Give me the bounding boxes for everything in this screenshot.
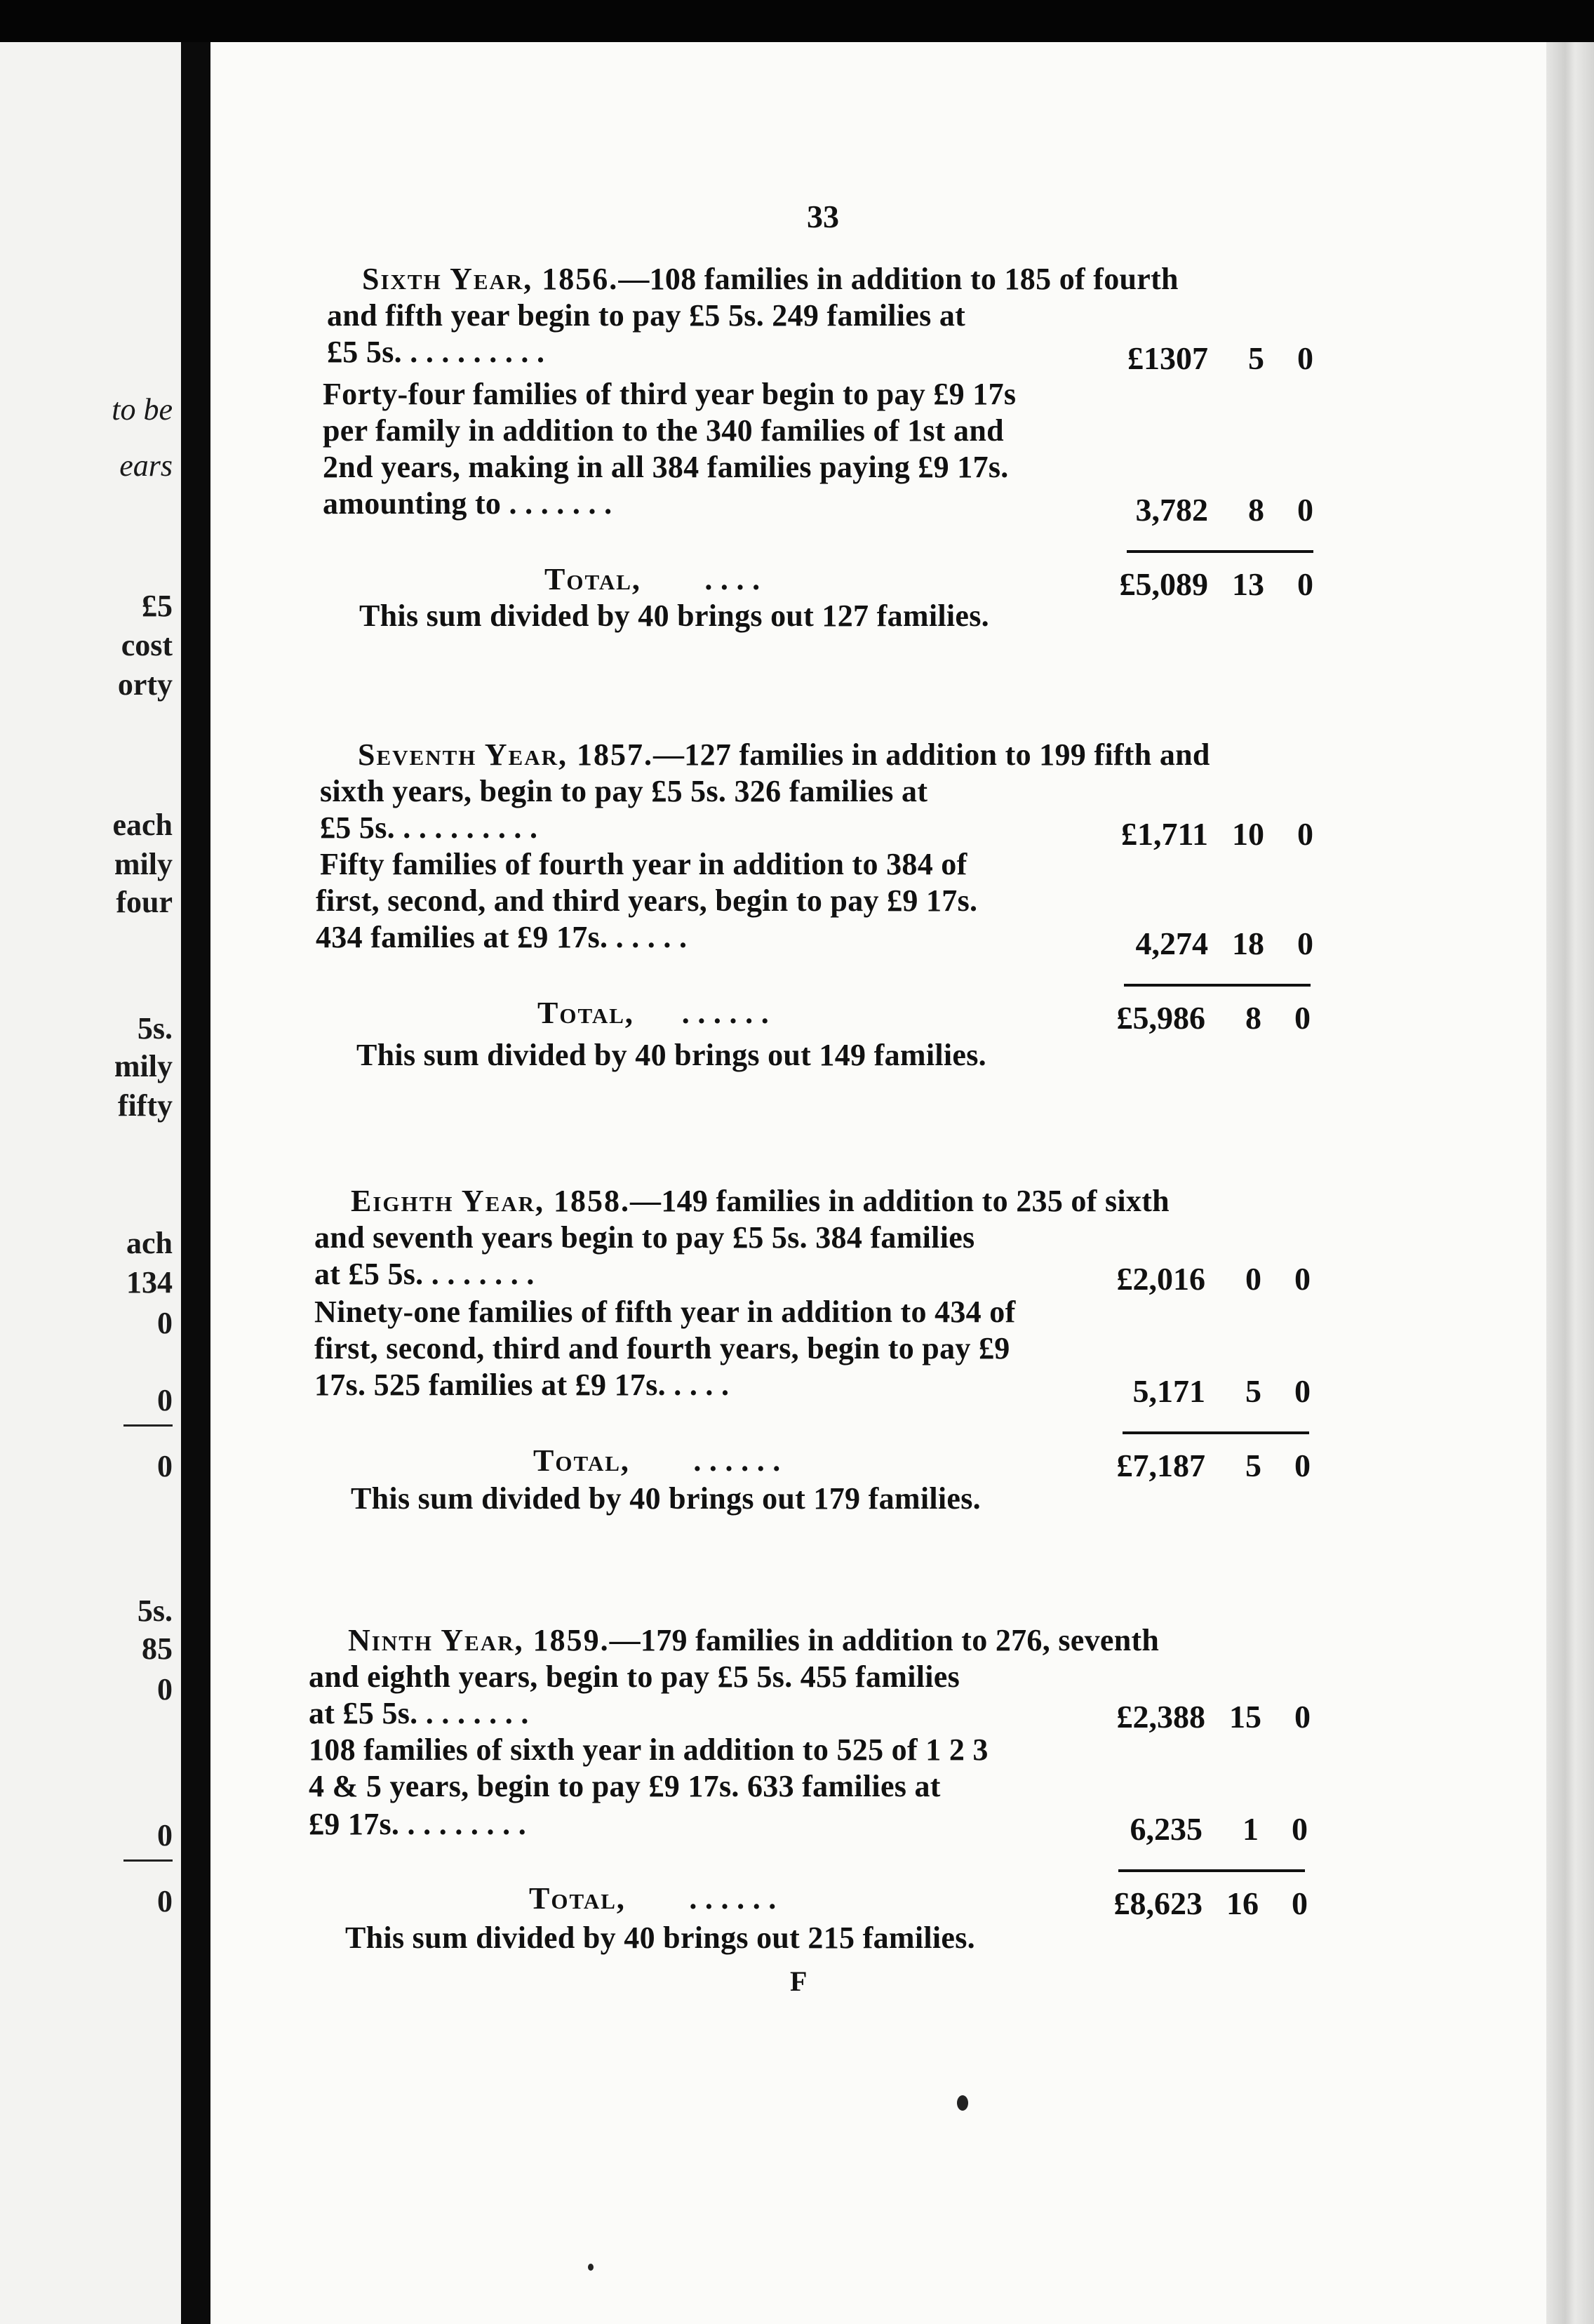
facing-text: cost bbox=[121, 628, 173, 662]
text-line: and eighth years, begin to pay £5 5s. 455 families bbox=[309, 1659, 960, 1694]
amount-row bbox=[1130, 1810, 1308, 1848]
total-amount bbox=[1117, 999, 1311, 1036]
amount-shillings: 1 bbox=[1243, 1811, 1259, 1847]
facing-rule bbox=[123, 1424, 173, 1427]
text-line: —149 families in addition to 235 of sixth bbox=[630, 1184, 1170, 1218]
facing-page-fragment bbox=[0, 42, 181, 2324]
amount-pounds: £8,623 bbox=[1113, 1885, 1203, 1921]
text-line: and seventh years begin to pay £5 5s. 384 families bbox=[314, 1220, 975, 1255]
amount-shillings: 16 bbox=[1226, 1885, 1259, 1921]
facing-text: ach bbox=[126, 1226, 173, 1260]
total-label: Total, bbox=[533, 1443, 630, 1478]
facing-text: 0 bbox=[157, 1884, 173, 1918]
leader-dots: . . . . . . bbox=[689, 1881, 777, 1916]
section-heading: Seventh Year, 1857. bbox=[358, 737, 653, 772]
leader-dots: . . . . . . bbox=[693, 1443, 781, 1478]
total-amount bbox=[1120, 566, 1314, 603]
amount-pounds: £1,711 bbox=[1121, 816, 1208, 852]
facing-text: 0 bbox=[157, 1818, 173, 1852]
sum-rule bbox=[1123, 1431, 1309, 1434]
text-line: per family in addition to the 340 families of 1st and bbox=[323, 413, 1004, 448]
facing-text: 85 bbox=[142, 1631, 173, 1666]
total-line bbox=[529, 1881, 777, 1916]
facing-rule bbox=[123, 1859, 173, 1862]
amount-pounds: £5,089 bbox=[1119, 566, 1208, 602]
amount-pounds: £2,016 bbox=[1116, 1261, 1205, 1297]
amount-pence: 0 bbox=[1292, 1885, 1308, 1921]
amount-pence: 0 bbox=[1297, 926, 1313, 961]
amount-shillings: 5 bbox=[1245, 1448, 1261, 1483]
text-line: at £5 5s. . . . . . . . bbox=[309, 1696, 529, 1730]
book-gutter bbox=[181, 42, 210, 2324]
signature-mark: F bbox=[790, 1965, 808, 1997]
amount-shillings: 10 bbox=[1232, 816, 1264, 852]
section-heading: Sixth Year, 1856. bbox=[362, 262, 619, 296]
summary-line: This sum divided by 40 brings out 215 families. bbox=[345, 1921, 975, 1955]
page-number: 33 bbox=[807, 199, 839, 234]
text-line: —108 families in addition to 185 of fourth bbox=[618, 262, 1179, 296]
total-label: Total, bbox=[529, 1881, 626, 1916]
summary-line: This sum divided by 40 brings out 127 families. bbox=[359, 599, 989, 633]
text-line: 434 families at £9 17s. . . . . . bbox=[316, 920, 688, 954]
sum-rule bbox=[1127, 550, 1313, 553]
amount-pence: 0 bbox=[1294, 1000, 1311, 1036]
section-heading: Eighth Year, 1858. bbox=[351, 1184, 631, 1218]
section-heading-line bbox=[362, 261, 1179, 297]
text-line: —179 families in addition to 276, seventh bbox=[609, 1623, 1160, 1657]
amount-pence: 0 bbox=[1297, 340, 1313, 376]
amount-row bbox=[1136, 491, 1314, 528]
section-heading-line bbox=[351, 1183, 1170, 1219]
scan-border-top bbox=[0, 0, 1594, 42]
amount-shillings: 15 bbox=[1229, 1699, 1261, 1735]
text-line: sixth years, begin to pay £5 5s. 326 families at bbox=[320, 774, 928, 808]
facing-text: 0 bbox=[157, 1672, 173, 1707]
text-line: £5 5s. . . . . . . . . . bbox=[327, 335, 545, 369]
text-line: 4 & 5 years, begin to pay £9 17s. 633 families at bbox=[309, 1769, 941, 1803]
amount-pence: 0 bbox=[1294, 1448, 1311, 1483]
leader-dots: . . . . . . bbox=[681, 996, 770, 1030]
leader-dots: . . . . bbox=[704, 562, 761, 596]
amount-row bbox=[1127, 340, 1313, 377]
text-line: at £5 5s. . . . . . . . bbox=[314, 1257, 535, 1291]
text-line: and fifth year begin to pay £5 5s. 249 families at bbox=[327, 298, 966, 333]
text-line: Forty-four families of third year begin to pay £9 17s bbox=[323, 377, 1017, 411]
facing-text: each bbox=[112, 808, 173, 842]
text-line: Fifty families of fourth year in addition to 384 of bbox=[320, 847, 967, 881]
amount-shillings: 8 bbox=[1245, 1000, 1261, 1036]
facing-text: mily bbox=[114, 1049, 173, 1083]
text-line: £9 17s. . . . . . . . . bbox=[309, 1807, 527, 1841]
sum-rule bbox=[1124, 984, 1311, 987]
summary-line: This sum divided by 40 brings out 179 families. bbox=[351, 1481, 981, 1516]
facing-text: £5 bbox=[142, 589, 173, 623]
total-label: Total, bbox=[537, 996, 634, 1030]
facing-text: to be bbox=[112, 392, 173, 427]
page-edge bbox=[1546, 42, 1594, 2324]
total-line bbox=[537, 995, 769, 1031]
facing-text: 0 bbox=[157, 1383, 173, 1417]
total-line bbox=[544, 561, 760, 597]
section-heading-line bbox=[348, 1622, 1159, 1658]
text-line: £5 5s. . . . . . . . . . bbox=[320, 810, 538, 845]
amount-pence: 0 bbox=[1297, 492, 1313, 528]
text-line: 2nd years, making in all 384 families paying £9 17s. bbox=[323, 450, 1009, 484]
facing-text: mily bbox=[114, 847, 173, 881]
facing-text: orty bbox=[117, 667, 173, 702]
text-line: 17s. 525 families at £9 17s. . . . . bbox=[314, 1368, 730, 1402]
amount-pounds: £7,187 bbox=[1116, 1448, 1205, 1483]
text-line: Ninety-one families of fifth year in addition to 434 of bbox=[314, 1295, 1016, 1329]
text-line: 108 families of sixth year in addition to 525 of 1 2 3 bbox=[309, 1732, 989, 1767]
amount-shillings: 0 bbox=[1245, 1261, 1261, 1297]
total-label: Total, bbox=[544, 562, 641, 596]
text-line: first, second, third and fourth years, begin to pay £9 bbox=[314, 1331, 1010, 1365]
amount-pounds: £1307 bbox=[1127, 340, 1208, 376]
facing-text: 0 bbox=[157, 1449, 173, 1483]
amount-row bbox=[1133, 1373, 1311, 1410]
ink-speck bbox=[957, 2095, 968, 2111]
amount-shillings: 13 bbox=[1232, 566, 1264, 602]
summary-line: This sum divided by 40 brings out 149 families. bbox=[356, 1038, 986, 1072]
total-amount bbox=[1117, 1447, 1311, 1484]
facing-text: four bbox=[116, 885, 173, 919]
amount-pounds: £5,986 bbox=[1116, 1000, 1205, 1036]
amount-pence: 0 bbox=[1294, 1699, 1311, 1735]
text-line: —127 families in addition to 199 fifth and bbox=[652, 737, 1210, 772]
amount-pounds: 4,274 bbox=[1135, 926, 1208, 961]
text-line: amounting to . . . . . . . bbox=[323, 486, 612, 521]
amount-pounds: 3,782 bbox=[1135, 492, 1208, 528]
facing-text: 134 bbox=[126, 1265, 173, 1300]
amount-pounds: 6,235 bbox=[1130, 1811, 1203, 1847]
facing-text: fifty bbox=[117, 1088, 173, 1123]
amount-pence: 0 bbox=[1294, 1373, 1311, 1409]
amount-shillings: 5 bbox=[1248, 340, 1264, 376]
amount-pence: 0 bbox=[1297, 566, 1313, 602]
facing-text: 5s. bbox=[137, 1011, 173, 1046]
amount-row bbox=[1117, 1260, 1311, 1297]
text-line: first, second, and third years, begin to pay £9 17s. bbox=[316, 883, 978, 918]
amount-row bbox=[1136, 925, 1314, 962]
sum-rule bbox=[1118, 1869, 1305, 1872]
amount-row bbox=[1121, 815, 1313, 853]
amount-pence: 0 bbox=[1294, 1261, 1311, 1297]
section-heading: Ninth Year, 1859. bbox=[348, 1623, 610, 1657]
facing-text: 5s. bbox=[137, 1594, 173, 1628]
amount-shillings: 5 bbox=[1245, 1373, 1261, 1409]
total-amount bbox=[1114, 1885, 1308, 1922]
amount-shillings: 18 bbox=[1232, 926, 1264, 961]
amount-pounds: £2,388 bbox=[1116, 1699, 1205, 1735]
total-line bbox=[533, 1443, 781, 1478]
amount-row bbox=[1117, 1698, 1311, 1735]
facing-text: ears bbox=[119, 448, 173, 483]
section-heading-line bbox=[358, 737, 1210, 773]
amount-pence: 0 bbox=[1297, 816, 1313, 852]
facing-text: 0 bbox=[157, 1306, 173, 1340]
amount-pounds: 5,171 bbox=[1132, 1373, 1205, 1409]
amount-pence: 0 bbox=[1292, 1811, 1308, 1847]
ink-speck bbox=[588, 2264, 594, 2271]
amount-shillings: 8 bbox=[1248, 492, 1264, 528]
